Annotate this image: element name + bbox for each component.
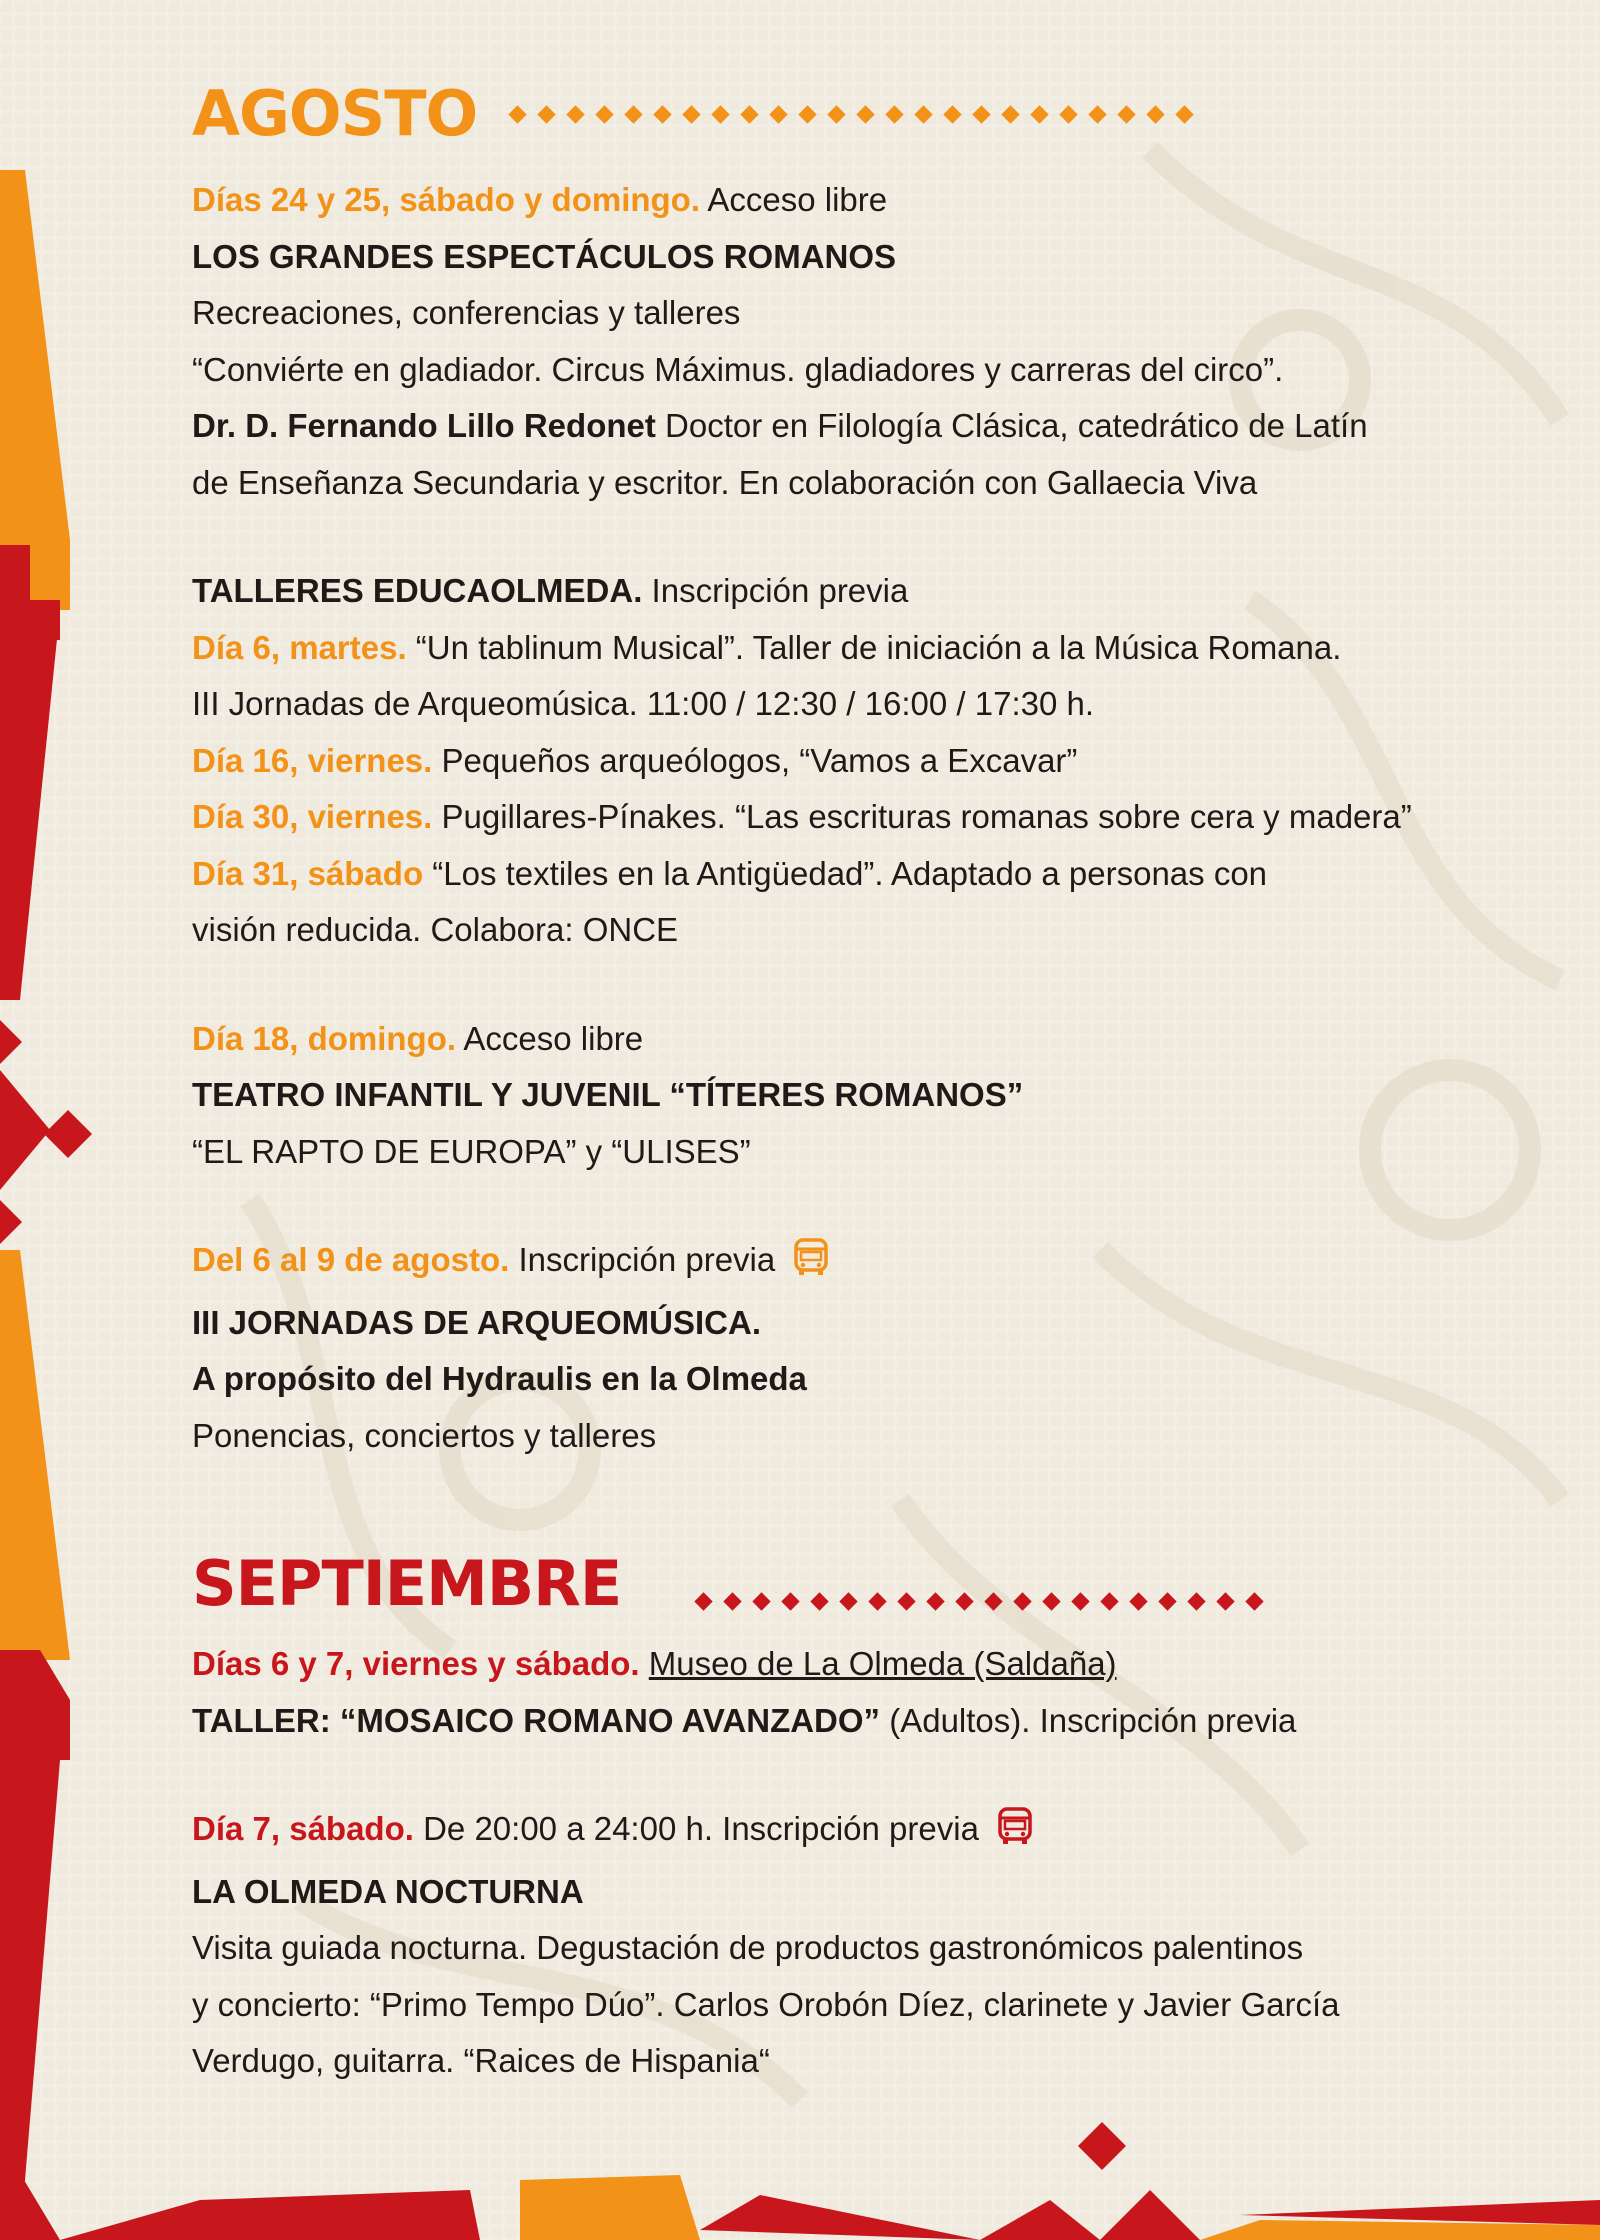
diamond-icon [1118, 105, 1136, 123]
diamond-icon [869, 1592, 887, 1610]
event-title: III JORNADAS DE ARQUEOMÚSICA. [192, 1303, 761, 1341]
event-date-line [192, 1011, 1532, 1068]
event-date: Días 24 y 25, sábado y domingo. [192, 181, 701, 218]
event-description: Verdugo, guitarra. “Raices de Hispania“ [192, 2042, 770, 2079]
diamond-icon [770, 105, 788, 123]
workshop-line [192, 846, 1532, 903]
workshop-line [192, 620, 1532, 677]
diamond-icon [724, 1592, 742, 1610]
diamond-icon [567, 105, 585, 123]
diamond-icon [1002, 105, 1020, 123]
diamond-icon [973, 105, 991, 123]
bus-icon [997, 1806, 1033, 1864]
workshop-line [192, 789, 1532, 846]
diamond-icon [625, 105, 643, 123]
diamond-icon [944, 105, 962, 123]
event-title-line [192, 1693, 1532, 1750]
diamond-icon [985, 1592, 1003, 1610]
diamond-icon [1159, 1592, 1177, 1610]
workshop-line [192, 733, 1532, 790]
event-time: De 20:00 a 24:00 h. Inscripción previa [413, 1810, 979, 1847]
bus-icon [793, 1237, 829, 1295]
workshop-date: Día 6, martes. [192, 628, 407, 666]
diamond-icon [683, 105, 701, 123]
diamond-icon [811, 1592, 829, 1610]
event-access: Acceso libre [456, 1019, 644, 1057]
event-description: “EL RAPTO DE EUROPA” y “ULISES” [192, 1132, 751, 1170]
diamond-icon [1147, 105, 1165, 123]
diamond-divider [697, 1595, 1261, 1608]
diamond-icon [1043, 1592, 1061, 1610]
diamond-icon [1130, 1592, 1148, 1610]
event-date-line [192, 1636, 1532, 1693]
workshop-text: “Los textiles en la Antigüedad”. Adaptado a personas con [423, 854, 1268, 892]
diamond-icon [1089, 105, 1107, 123]
diamond-icon [753, 1592, 771, 1610]
diamond-icon [857, 105, 875, 123]
event-jornadas-arqueomusica [192, 1232, 1532, 1464]
event-description: “Conviérte en gladiador. Circus Máximus. gladiadores y carreras del circo”. [192, 350, 1284, 388]
diamond-icon [1072, 1592, 1090, 1610]
diamond-icon [886, 105, 904, 123]
event-description: Recreaciones, conferencias y talleres [192, 294, 741, 331]
diamond-icon [1014, 1592, 1032, 1610]
diamond-icon [538, 105, 556, 123]
event-speaker-description: Doctor en Filología Clásica, catedrático de Latín [655, 407, 1368, 444]
workshop-text: visión reducida. Colabora: ONCE [192, 911, 679, 948]
diamond-icon [654, 105, 672, 123]
event-registration: Inscripción previa [509, 1241, 776, 1278]
diamond-icon [799, 105, 817, 123]
event-location: Museo de La Olmeda (Saldaña) [648, 1645, 1117, 1682]
event-title: TALLER: “MOSAICO ROMANO AVANZADO” [192, 1701, 881, 1739]
event-teatro-infantil [192, 1011, 1532, 1181]
event-speaker: Dr. D. Fernando Lillo Redonet [192, 407, 656, 444]
event-description: Ponencias, conciertos y talleres [192, 1416, 657, 1454]
event-grandes-espectaculos [192, 172, 1532, 511]
diamond-icon [509, 105, 527, 123]
event-description: de Enseñanza Secundaria y escritor. En colaboración con Gallaecia Viva [192, 463, 1258, 501]
workshop-text: Pugillares-Pínakes. “Las escrituras romanas sobre cera y madera” [432, 798, 1412, 835]
event-date-line [192, 1232, 1532, 1295]
diamond-icon [1031, 105, 1049, 123]
event-title: TEATRO INFANTIL Y JUVENIL “TÍTERES ROMANOS” [192, 1076, 1024, 1113]
event-title-line [192, 563, 1532, 620]
event-title-suffix: (Adultos). Inscripción previa [880, 1701, 1297, 1739]
diamond-icon [1101, 1592, 1119, 1610]
event-subtitle: A propósito del Hydraulis en la Olmeda [192, 1360, 807, 1397]
diamond-icon [782, 1592, 800, 1610]
diamond-icon [1176, 105, 1194, 123]
event-date: Días 6 y 7, viernes y sábado. [192, 1645, 640, 1682]
event-date-line [192, 1801, 1532, 1864]
agosto-header [192, 78, 1532, 150]
event-talleres-educaolmeda [192, 563, 1532, 959]
workshop-text: Pequeños arqueólogos, “Vamos a Excavar” [432, 741, 1078, 779]
diamond-icon [712, 105, 730, 123]
program-content [192, 78, 1532, 2090]
diamond-icon [1188, 1592, 1206, 1610]
diamond-icon [1217, 1592, 1235, 1610]
event-date: Día 7, sábado. [192, 1810, 414, 1847]
workshop-date: Día 31, sábado [192, 854, 424, 892]
event-title: LA OLMEDA NOCTURNA [192, 1872, 584, 1910]
workshop-text: III Jornadas de Arqueomúsica. 11:00 / 12:30 / 16:00 / 17:30 h. [192, 685, 1095, 722]
diamond-icon [840, 1592, 858, 1610]
diamond-icon [898, 1592, 916, 1610]
workshop-date: Día 30, viernes. [192, 798, 433, 835]
diamond-icon [915, 105, 933, 123]
diamond-icon [695, 1592, 713, 1610]
diamond-icon [596, 105, 614, 123]
month-title-septiembre: SEPTIEMBRE [192, 1547, 622, 1620]
event-date: Día 18, domingo. [192, 1019, 457, 1057]
septiembre-header [192, 1548, 1532, 1620]
event-date-line [192, 172, 1532, 229]
diamond-icon [956, 1592, 974, 1610]
diamond-icon [741, 105, 759, 123]
event-description: y concierto: “Primo Tempo Dúo”. Carlos Orobón Díez, clarinete y Javier García [192, 1985, 1340, 2023]
diamond-icon [927, 1592, 945, 1610]
diamond-icon [1246, 1592, 1264, 1610]
month-title-agosto: AGOSTO [192, 77, 478, 150]
event-speaker-line [192, 398, 1532, 455]
diamond-icon [1060, 105, 1078, 123]
diamond-icon [828, 105, 846, 123]
event-title: TALLERES EDUCAOLMEDA. [192, 572, 643, 609]
event-access: Acceso libre [700, 181, 888, 218]
event-date: Del 6 al 9 de agosto. [192, 1241, 510, 1278]
event-olmeda-nocturna [192, 1801, 1532, 2090]
workshop-date: Día 16, viernes. [192, 741, 433, 779]
event-registration: Inscripción previa [642, 572, 909, 609]
event-description: Visita guiada nocturna. Degustación de productos gastronómicos palentinos [192, 1929, 1304, 1966]
diamond-divider [511, 108, 1191, 121]
event-mosaico-romano [192, 1636, 1532, 1749]
workshop-text: “Un tablinum Musical”. Taller de iniciación a la Música Romana. [406, 628, 1342, 666]
event-title: LOS GRANDES ESPECTÁCULOS ROMANOS [192, 237, 897, 275]
